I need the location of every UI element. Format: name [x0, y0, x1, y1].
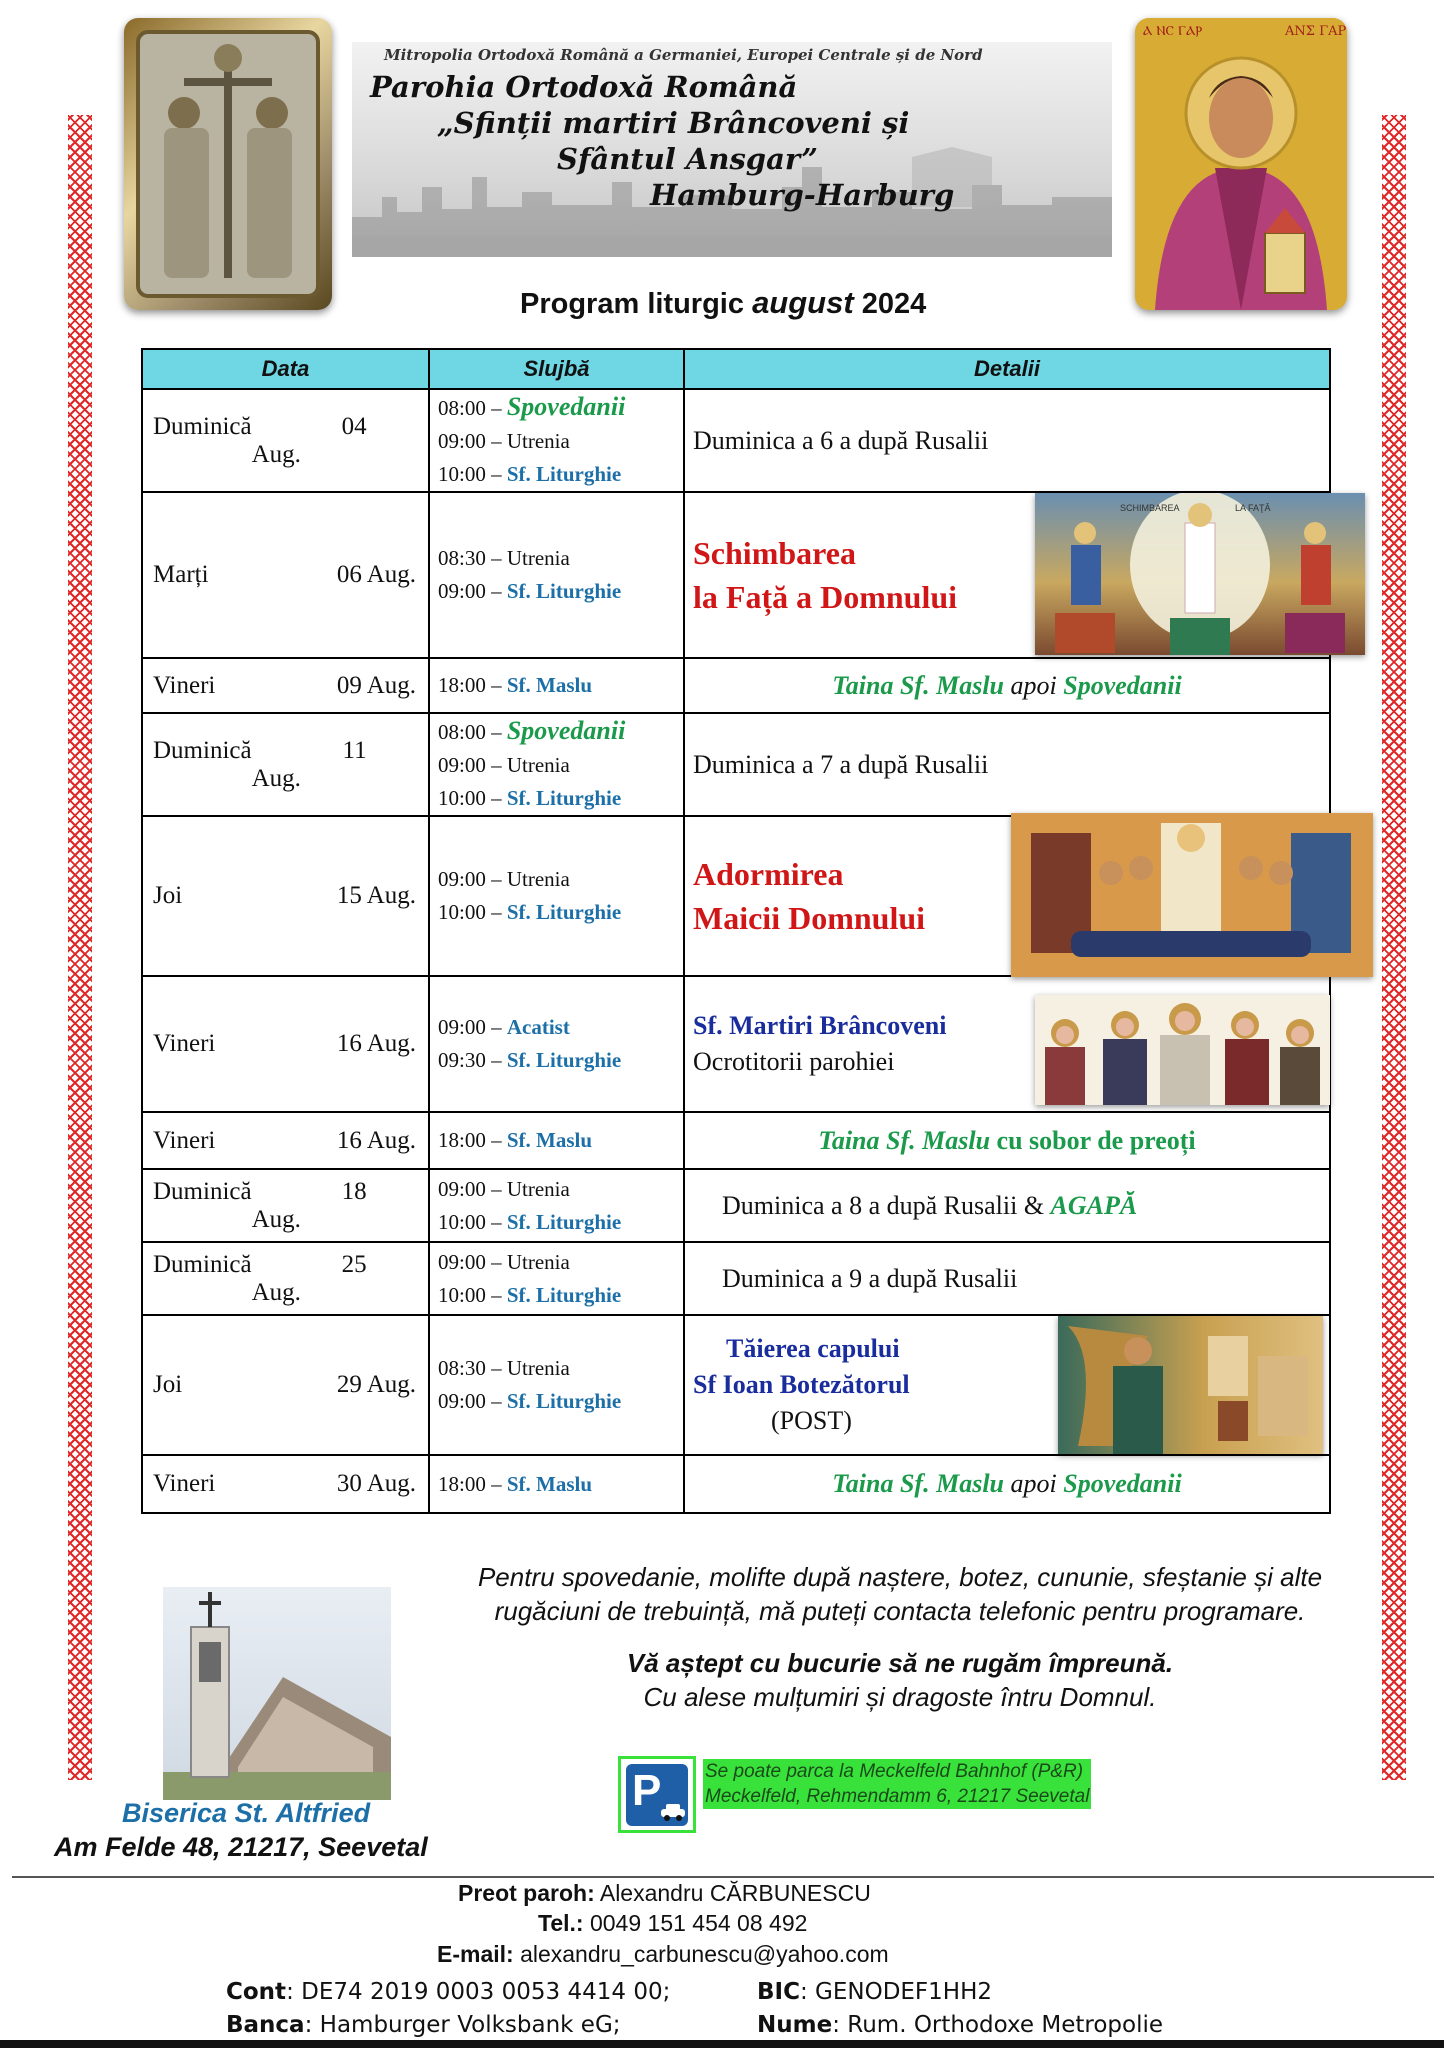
account-line — [226, 1979, 670, 2005]
service-name: Utrenia — [506, 429, 570, 453]
bottom-bar — [0, 2040, 1444, 2048]
church-address: Am Felde 48, 21217, Seevetal — [54, 1832, 428, 1862]
service-name: Utrenia — [506, 1356, 570, 1380]
service-name: Sf. Liturghie — [506, 786, 622, 810]
dormition-icon-image — [1011, 813, 1373, 977]
row-month: Aug. — [366, 1371, 416, 1398]
row-detail: Duminica a 8 a după Rusalii & — [722, 1190, 1051, 1220]
car-icon — [659, 1803, 687, 1821]
service-name: Sf. Liturghie — [506, 1048, 622, 1072]
service-time: 10:00 – — [438, 462, 507, 486]
beheading-title-line1: Tăierea capului — [726, 1334, 900, 1363]
bic-line — [757, 1979, 992, 2005]
table-row — [142, 816, 1330, 976]
saint-ansgar-icon-image — [1135, 18, 1347, 310]
row-date: 15 — [336, 882, 362, 909]
row-day: Vineri — [153, 1030, 216, 1057]
service-time: 08:00 – — [438, 396, 507, 420]
row-date: 18 — [341, 1177, 367, 1205]
parish-name: Parohia Ortodoxă Română — [370, 70, 798, 104]
row-month: Aug. — [366, 561, 416, 588]
header-date: Data — [142, 349, 429, 389]
row-month: Aug. — [366, 671, 416, 699]
service-time: 09:00 – — [438, 1389, 507, 1413]
service-name: Sf. Liturghie — [506, 1389, 622, 1413]
service-name: Sf. Maslu — [506, 1471, 593, 1496]
service-name: Sf. Liturghie — [506, 1209, 622, 1234]
service-time: 09:00 – — [438, 579, 507, 603]
table-row — [142, 1455, 1330, 1513]
service-time: 09:00 – — [438, 1249, 507, 1274]
priest-label: Preot paroh: — [458, 1880, 595, 1906]
icon-right-inscription: ΑΝΣ ΓΑΡ — [1285, 24, 1347, 39]
page-title — [520, 285, 926, 321]
service-time: 09:00 – — [438, 753, 507, 777]
bank-line — [226, 2012, 621, 2038]
metropolis-name: Mitropolia Ortodoxă Română a Germaniei, Europei Centrale și de Nord — [384, 46, 983, 64]
title-prefix: Program liturgic — [520, 288, 744, 320]
service-name: Utrenia — [506, 753, 570, 777]
service-name: Utrenia — [506, 1249, 570, 1274]
church-name: Biserica St. Altfried — [122, 1798, 371, 1828]
service-name: Sf. Liturghie — [506, 900, 622, 924]
row-date: 25 — [341, 1250, 367, 1278]
feast-title-line1: Schimbarea — [693, 535, 856, 571]
right-ornament-border — [1382, 115, 1406, 1780]
greeting-line: Cu alese mulțumiri și dragoste întru Domnul. — [643, 1682, 1157, 1712]
service-name: Acatist — [506, 1015, 570, 1039]
contact-note-line1: Pentru spovedanie, molifte după naștere, botez, cununie, sfeștanie și alte — [477, 1562, 1323, 1592]
feast-title-line2: la Față a Domnului — [693, 579, 958, 615]
contact-note — [400, 1560, 1400, 1628]
bic-label: BIC — [757, 1979, 800, 2005]
left-ornament-border — [68, 115, 92, 1780]
bic-value: : GENODEF1HH2 — [799, 1979, 993, 2005]
row-date: 16 — [336, 1126, 362, 1154]
parking-info-line2: Meckelfeld, Rehmendamm 6, 21217 Seevetal — [705, 1786, 1090, 1807]
detail-spovedanii: Spovedanii — [1063, 670, 1182, 700]
tel-label: Tel.: — [538, 1910, 584, 1936]
row-date: 04 — [341, 412, 367, 440]
service-time: 09:00 – — [438, 1176, 507, 1201]
parking-p-icon: P — [626, 1764, 688, 1826]
service-name: Utrenia — [506, 867, 570, 891]
table-row — [142, 658, 1330, 713]
header-banner — [352, 42, 1112, 257]
detail-connector: apoi — [1004, 670, 1064, 700]
service-name: Spovedanii — [506, 392, 626, 421]
name-label: Nume — [757, 2012, 833, 2038]
liturgical-schedule-table — [141, 348, 1331, 1514]
row-month: Aug. — [251, 764, 301, 792]
service-name: Utrenia — [506, 546, 570, 570]
row-day: Duminică — [153, 1250, 252, 1278]
john-baptist-icon-image — [1058, 1316, 1323, 1454]
row-detail: Duminica a 7 a după Rusalii — [693, 749, 989, 779]
patron-saints-subtitle: Ocrotitorii parohiei — [693, 1047, 895, 1076]
row-day: Duminică — [153, 412, 252, 440]
tel-line — [538, 1910, 807, 1937]
tel-value: 0049 151 454 08 492 — [583, 1910, 808, 1936]
account-label: Cont — [226, 1979, 287, 2005]
parish-patrons-line1: „Sfinții martiri Brâncoveni și — [437, 106, 910, 140]
feast-title-line1: Adormirea — [693, 856, 844, 892]
row-date: 09 — [336, 671, 362, 699]
bank-label: Banca — [226, 2012, 305, 2038]
row-day: Joi — [153, 1371, 183, 1398]
detail-maslu: Taina Sf. Maslu — [832, 1469, 1005, 1498]
row-month: Aug. — [366, 1470, 416, 1497]
service-time: 09:00 – — [438, 429, 507, 453]
service-time: 08:30 – — [438, 1356, 507, 1380]
row-date: 30 — [336, 1470, 362, 1497]
service-time: 10:00 – — [438, 900, 507, 924]
row-month: Aug. — [251, 1205, 301, 1233]
service-name: Sf. Maslu — [506, 1128, 593, 1152]
row-date: 16 — [336, 1030, 362, 1057]
table-row — [142, 1242, 1330, 1315]
parish-patrons-line2: Sfântul Ansgar” — [557, 142, 818, 176]
row-month: Aug. — [366, 1030, 416, 1057]
service-time: 10:00 – — [438, 1209, 507, 1234]
service-time: 08:30 – — [438, 546, 507, 570]
row-date: 06 — [336, 561, 362, 588]
service-name: Sf. Liturghie — [506, 579, 622, 603]
table-row — [142, 492, 1330, 658]
priest-name: Alexandru CĂRBUNESCU — [594, 1880, 871, 1906]
parish-location: Hamburg-Harburg — [650, 178, 955, 212]
row-month: Aug. — [366, 1126, 416, 1154]
parking-icon — [618, 1756, 696, 1833]
email-line — [437, 1941, 889, 1968]
priest-line — [458, 1880, 871, 1907]
service-time: 10:00 – — [438, 786, 507, 810]
name-line — [757, 2012, 1163, 2038]
brancoveni-martyrs-image — [1035, 995, 1330, 1105]
detail-spovedanii: Spovedanii — [1063, 1469, 1182, 1498]
row-day: Vineri — [153, 1470, 216, 1497]
table-row — [142, 1169, 1330, 1242]
title-year: 2024 — [861, 288, 927, 320]
fast-note: (POST) — [771, 1406, 852, 1435]
detail-sobor: cu sobor de preoți — [990, 1125, 1196, 1155]
row-month: Aug. — [251, 1278, 301, 1306]
beheading-title-line2: Sf Ioan Botezătorul — [693, 1370, 910, 1399]
service-name: Sf. Maslu — [506, 673, 593, 697]
detail-connector: apoi — [1004, 1469, 1064, 1498]
table-row — [142, 1112, 1330, 1169]
email-label: E-mail: — [437, 1941, 514, 1967]
row-day: Duminică — [153, 1177, 252, 1205]
brancoveni-icon-image — [124, 18, 332, 310]
detail-maslu: Taina Sf. Maslu — [832, 670, 1005, 700]
table-row — [142, 1315, 1330, 1455]
row-date: 11 — [342, 736, 367, 764]
row-detail: Duminica a 9 a după Rusalii — [722, 1263, 1018, 1293]
row-detail: Duminica a 6 a după Rusalii — [693, 425, 989, 455]
detail-agapa: AGAPĂ — [1050, 1190, 1138, 1220]
service-time: 18:00 – — [438, 1128, 507, 1152]
account-value: : DE74 2019 0003 0053 4414 00; — [286, 1979, 671, 2005]
email-value[interactable]: alexandru_carbunescu@yahoo.com — [513, 1941, 889, 1967]
row-month: Aug. — [366, 882, 416, 909]
row-day: Marți — [153, 561, 209, 588]
detail-maslu: Taina Sf. Maslu — [818, 1125, 991, 1155]
table-row — [142, 713, 1330, 816]
feast-title-line2: Maicii Domnului — [693, 900, 926, 936]
bank-value: : Hamburger Volksbank eG; — [304, 2012, 621, 2038]
greeting-bold: Vă aștept cu bucurie să ne rugăm împreună. — [626, 1648, 1174, 1678]
church-photo — [163, 1587, 391, 1800]
parking-info — [703, 1759, 1091, 1809]
service-name: Sf. Liturghie — [506, 1282, 622, 1307]
table-row — [142, 389, 1330, 492]
name-value: : Rum. Orthodoxe Metropolie — [832, 2012, 1164, 2038]
parking-info-line1: Se poate parca la Meckelfeld Bahnhof (P&R) — [705, 1761, 1084, 1782]
icon-left-inscription: Ⲁ ⲚⲤ ⲄⲀⲢ — [1143, 24, 1203, 39]
service-time: 10:00 – — [438, 1282, 507, 1307]
service-name: Sf. Liturghie — [506, 462, 622, 486]
service-name: Utrenia — [506, 1176, 570, 1201]
contact-note-line2: rugăciuni de trebuință, mă puteți contacta telefonic pentru programare. — [494, 1596, 1306, 1626]
patron-saints-title: Sf. Martiri Brâncoveni — [693, 1011, 947, 1040]
service-time: 18:00 – — [438, 1471, 507, 1496]
image-caption-right: LA FAŢĂ — [1235, 503, 1271, 513]
service-time: 08:00 – — [438, 720, 507, 744]
image-caption-left: SCHIMBAREA — [1120, 503, 1180, 513]
row-day: Duminică — [153, 736, 252, 764]
service-time: 18:00 – — [438, 673, 507, 697]
service-time: 09:00 – — [438, 867, 507, 891]
row-month: Aug. — [251, 440, 301, 468]
footer-divider — [12, 1876, 1434, 1878]
header-details: Detalii — [684, 349, 1330, 389]
row-day: Vineri — [153, 1126, 216, 1154]
service-time: 09:30 – — [438, 1048, 507, 1072]
row-day: Vineri — [153, 671, 216, 699]
service-time: 09:00 – — [438, 1015, 507, 1039]
row-day: Joi — [153, 882, 183, 909]
row-date: 29 — [336, 1371, 362, 1398]
table-row — [142, 976, 1330, 1112]
service-name: Spovedanii — [506, 716, 626, 745]
greeting — [400, 1646, 1400, 1714]
table-header-row — [142, 349, 1330, 389]
header-service: Slujbă — [429, 349, 684, 389]
transfiguration-icon-image — [1035, 493, 1365, 655]
title-month: august — [752, 285, 854, 320]
